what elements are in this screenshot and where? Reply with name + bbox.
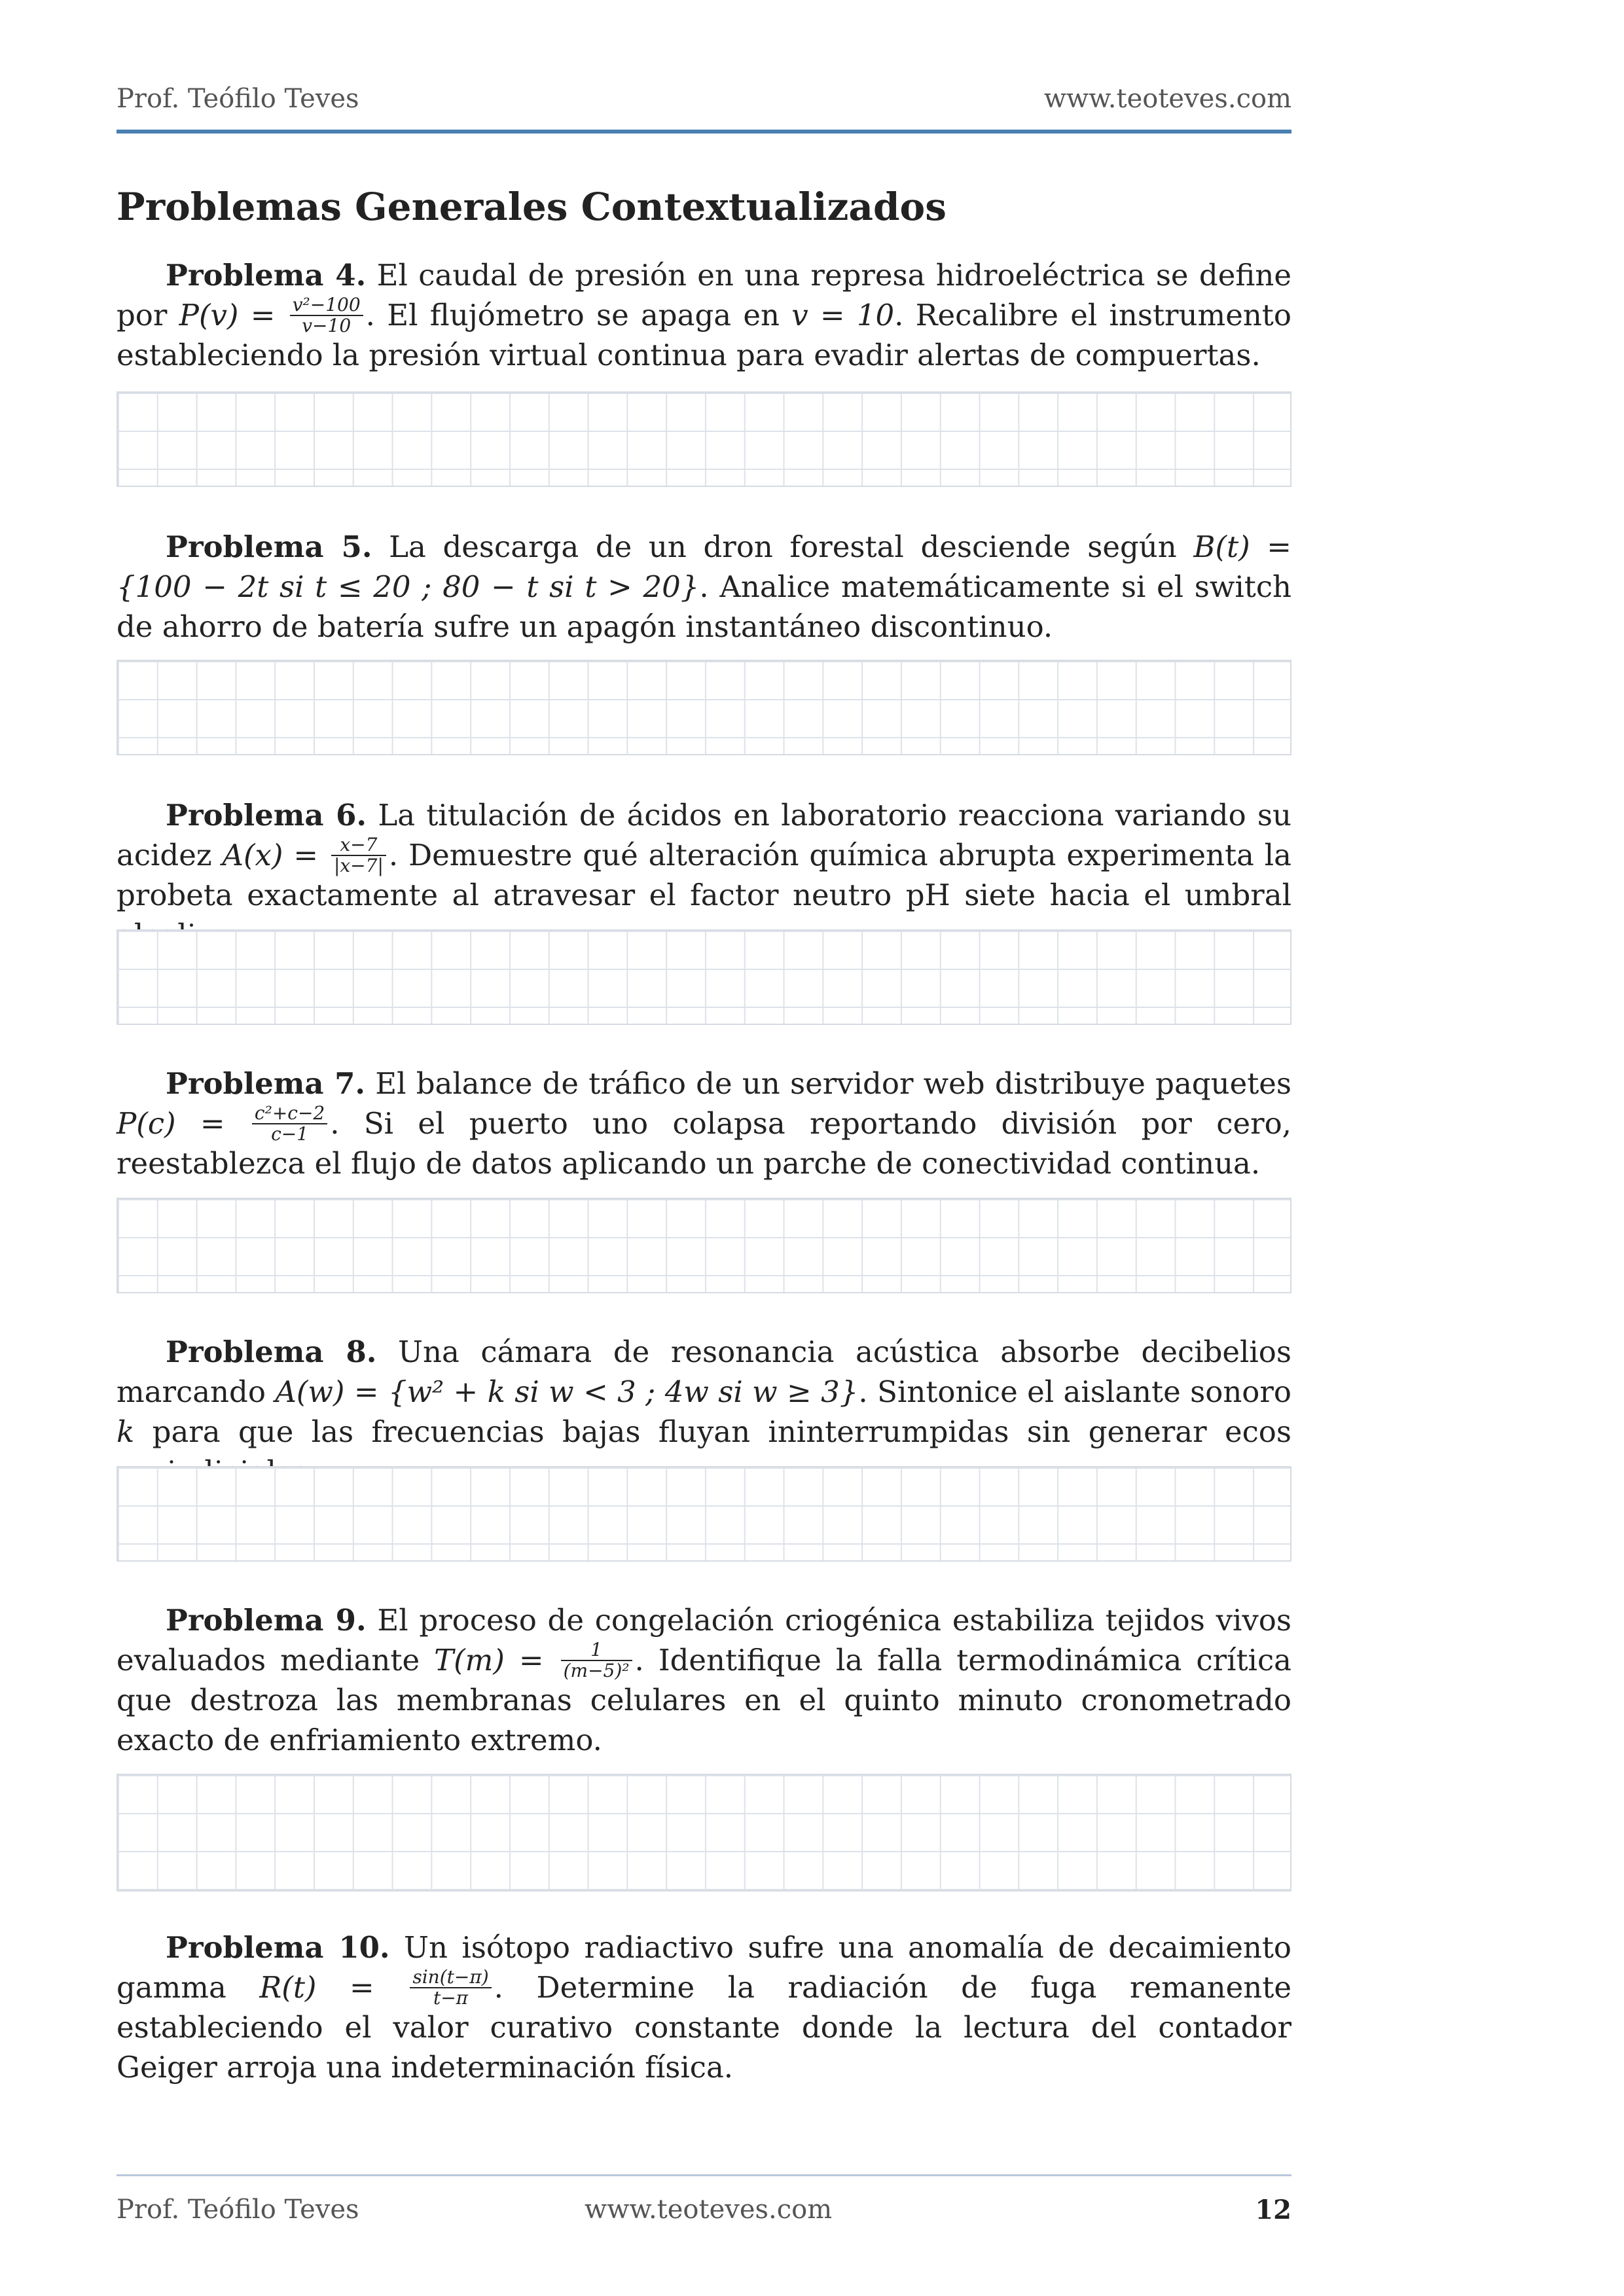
fraction [331, 835, 386, 876]
problem-label: Problema 4. [166, 258, 367, 293]
fraction-denominator: v−10 [302, 314, 352, 336]
problem-label: Problema 7. [166, 1066, 366, 1101]
problem-4 [117, 255, 1291, 375]
math-expression: T(m) = [434, 1643, 558, 1677]
fraction [252, 1103, 327, 1144]
problem-text: El caudal de presión en una represa hidroeléctrica se define por [117, 258, 1291, 332]
fraction-numerator: 1 [561, 1640, 632, 1661]
fraction-denominator: |x−7| [333, 854, 384, 876]
problem-text: . El flujómetro se apaga en [365, 298, 792, 332]
footer-website: www.teoteves.com [585, 2195, 833, 2225]
math-expression: k [117, 1414, 135, 1449]
problem-label: Problema 8. [166, 1335, 377, 1369]
math-expression: P(v) = [179, 298, 287, 332]
page-footer [117, 2174, 1291, 2225]
fraction-denominator: (m−5)² [563, 1659, 630, 1681]
problem-label: Problema 9. [166, 1603, 367, 1638]
problem-5 [117, 527, 1291, 647]
problem-text: Una cámara de resonancia acústica absorbe decibelios marcando [117, 1335, 1291, 1409]
math-expression: B(t) = {100 − 2t si t ≤ 20 ; 80 − t si t > 20} [117, 529, 1291, 604]
math-expression: P(c) = [117, 1106, 249, 1141]
answer-grid [117, 1466, 1291, 1562]
problem-9 [117, 1600, 1291, 1760]
problem-label: Problema 10. [166, 1930, 390, 1965]
fraction-numerator: c²+c−2 [252, 1103, 327, 1124]
math-expression: A(x) = [222, 838, 329, 872]
problem-text: . Demuestre qué alteración química abrupta experimenta la probeta exactamente al atravesar el factor neutro pH siete hacia el umbral [117, 838, 1291, 912]
page-number: 12 [1255, 2195, 1291, 2225]
section-title: Problemas Generales Contextualizados [117, 185, 947, 229]
answer-grid [117, 391, 1291, 487]
answer-grid [117, 1198, 1291, 1293]
problem-label: Problema 5. [166, 529, 372, 564]
header-website: www.teoteves.com [1043, 84, 1291, 114]
problem-text: . Recalibre el instrumento estableciendo la presión virtual continua para evadir alertas de compuertas. [117, 298, 1291, 372]
problem-text: . Analice matemáticamente si el switch de ahorro de batería sufre un apagón instantáneo discontinuo. [117, 569, 1292, 644]
problem-text: El proceso de congelación criogénica estabiliza tejidos vivos evaluados mediante [117, 1603, 1291, 1677]
answer-grid [117, 929, 1291, 1025]
fraction [410, 1967, 491, 2008]
problem-text: . Determine la radiación de fuga remanente estableciendo el valor curativo constante donde la lectura del contador Geiger arroja una indeterminación física. [117, 1970, 1291, 2085]
math-expression: v = 10 [791, 298, 895, 332]
fraction-numerator: v²−100 [290, 295, 363, 316]
fraction [561, 1640, 632, 1681]
problem-text: para que las frecuencias bajas fluyan ininterrumpidas sin generar ecos [152, 1414, 1291, 1449]
header-author: Prof. Teófilo Teves [117, 84, 359, 114]
problem-10 [117, 1928, 1291, 2087]
answer-grid [117, 1774, 1291, 1892]
math-expression: A(w) = {w² + k si w < 3 ; 4w si w ≥ 3} [275, 1374, 859, 1409]
problem-text: . Sintonice el aislante sonoro [858, 1374, 1291, 1409]
problem-text: Un isótopo radiactivo sufre una anomalía de decaimiento gamma [117, 1930, 1291, 2005]
problem-text: . Identifique la falla termodinámica crítica que destroza las membranas celulares en el quinto minuto cronometrado exacto de enfriamiento extremo. [117, 1643, 1291, 1757]
problem-text: La titulación de ácidos en laboratorio reacciona variando su acidez [117, 798, 1291, 872]
math-expression: R(t) = [259, 1970, 408, 2005]
problem-text: El balance de tráfico de un servidor web distribuye paquetes [365, 1066, 1292, 1101]
problem-label: Problema 6. [166, 798, 367, 833]
fraction-numerator: sin(t−π) [410, 1967, 491, 1988]
fraction-denominator: c−1 [271, 1122, 309, 1145]
problem-7 [117, 1064, 1291, 1183]
fraction-numerator: x−7 [331, 835, 386, 856]
fraction-denominator: t−π [433, 1986, 469, 2009]
problem-text: La descarga de un dron forestal desciende según [372, 529, 1194, 564]
footer-author: Prof. Teófilo Teves [117, 2195, 359, 2225]
page-header [117, 84, 1291, 134]
problem-text: . Si el puerto uno colapsa reportando división por cero, reestablezca el flujo de datos aplicando un parche de conectividad continua. [117, 1106, 1291, 1181]
answer-grid [117, 660, 1291, 755]
fraction [290, 295, 363, 336]
